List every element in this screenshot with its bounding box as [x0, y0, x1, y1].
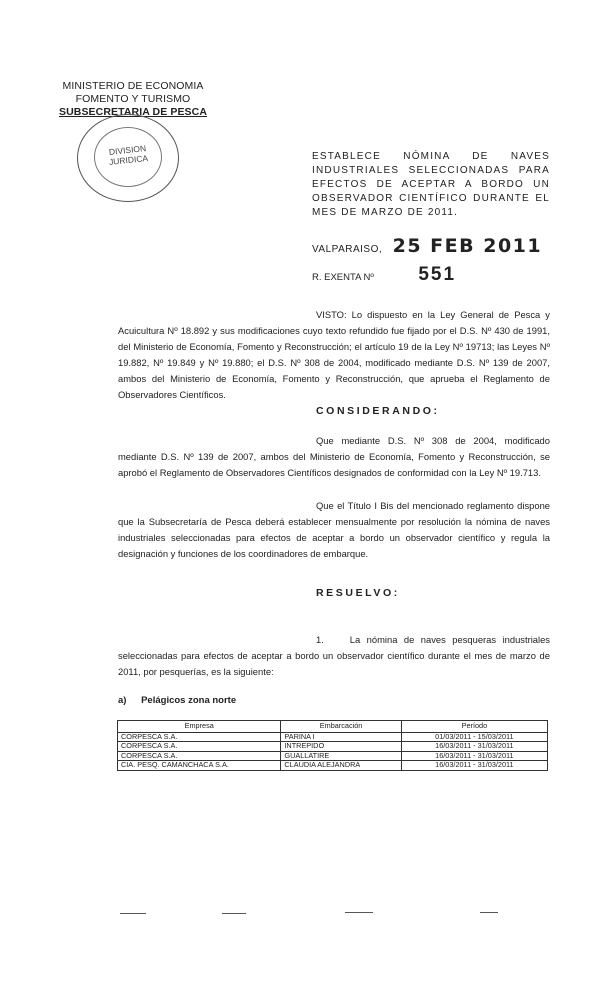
place-date-line — [312, 235, 552, 257]
cell-embarcacion: PARINA I — [281, 732, 401, 742]
resuelvo-item-1: 1. La nómina de naves pesqueras industriales seleccionadas para efectos de aceptar a bordo un observador científico durante el mes de marzo de 2011, por pesquerías, es la siguiente: — [118, 634, 553, 677]
cell-empresa: CIA. PESQ. CAMANCHACA S.A. — [118, 761, 281, 771]
resolution-number: 551 — [418, 264, 457, 285]
cell-embarcacion: GUALLATIRE — [281, 751, 401, 761]
cell-embarcacion: CLAUDIA ALEJANDRA — [281, 761, 401, 771]
cell-periodo: 16/03/2011 - 31/03/2011 — [401, 742, 547, 752]
ministry-line-3: SUBSECRETARIA DE PESCA — [58, 106, 208, 118]
considerando-paragraph-1: Que mediante D.S. Nº 308 de 2004, modificado mediante D.S. Nº 139 de 2007, ambos del Ministerio de Economía, Fomento y Reconstrucción, se aprobó el Reglamento de Observadores Científicos designados de conformidad con la Ley Nº 19.713. — [118, 435, 550, 478]
footer-mark — [480, 912, 498, 913]
place-label: VALPARAISO, — [312, 244, 383, 255]
letterhead — [58, 80, 208, 119]
cell-periodo: 16/03/2011 - 31/03/2011 — [401, 751, 547, 761]
date-stamp: 25 FEB 2011 — [392, 235, 543, 257]
resuelvo-heading: RESUELVO: — [316, 587, 400, 599]
section-a-heading — [118, 695, 236, 706]
footer-mark — [120, 913, 146, 914]
cell-empresa: CORPESCA S.A. — [118, 742, 281, 752]
section-a-title: Pelágicos zona norte — [141, 695, 237, 706]
division-juridica-seal — [77, 114, 179, 202]
table-header-row — [118, 721, 548, 733]
cell-empresa: CORPESCA S.A. — [118, 732, 281, 742]
seal-division-text: DIVISION — [108, 143, 147, 157]
cell-periodo: 01/03/2011 - 15/03/2011 — [401, 732, 547, 742]
seal-juridica-text: JURIDICA — [108, 152, 149, 167]
footer-mark — [222, 913, 246, 914]
table-row — [118, 742, 548, 752]
cell-embarcacion: INTREPIDO — [281, 742, 401, 752]
considerando-paragraph-2: Que el Título I Bis del mencionado reglamento dispone que la Subsecretaría de Pesca deberá establecer mensualmente por resolución la nómina de naves industriales seleccionadas para efectos de aceptar a bordo un observador científico y regula la designación y funciones de los coordinadores de embarque. — [118, 500, 550, 559]
cell-periodo: 16/03/2011 - 31/03/2011 — [401, 761, 547, 771]
ministry-line-2: FOMENTO Y TURISMO — [75, 93, 191, 105]
considerando-heading: CONSIDERANDO: — [316, 405, 440, 417]
table-row — [118, 761, 548, 771]
visto-paragraph: VISTO: Lo dispuesto en la Ley General de Pesca y Acuicultura Nº 18.892 y sus modificaciones cuyo texto refundido fue fijado por el D.S. Nº 430 de 1991, del Ministerio de Economía, Fomento y Reconstrucción; el artículo 19 de la Ley Nº 19713; las Leyes Nº 19.882, Nº 19.849 y Nº 19.880; el D.S. Nº 308 de 2004, modificado mediante D.S. Nº 139 de 2007, ambos del Ministerio de Economía, Fomento y Reconstrucción, que aprueba el Reglamento de Observadores Científicos. — [118, 309, 550, 400]
footer-mark — [345, 912, 373, 913]
ministry-line-1: MINISTERIO DE ECONOMIA — [62, 80, 204, 92]
column-header-embarcacion: Embarcación — [281, 721, 401, 733]
resolution-line — [312, 264, 552, 286]
resolution-label: R. EXENTA Nº — [312, 272, 374, 283]
nomina-table — [117, 720, 548, 771]
column-header-empresa: Empresa — [118, 721, 281, 733]
section-a-letter: a) — [118, 695, 127, 706]
document-subject: ESTABLECE NÓMINA DE NAVES INDUSTRIALES SELECCIONADAS PARA EFECTOS DE ACEPTAR A BORDO UN OBSERVADOR CIENTÍFICO DURANTE EL MES DE MARZO DE 2011. — [312, 151, 550, 218]
column-header-periodo: Período — [401, 721, 547, 733]
cell-empresa: CORPESCA S.A. — [118, 751, 281, 761]
